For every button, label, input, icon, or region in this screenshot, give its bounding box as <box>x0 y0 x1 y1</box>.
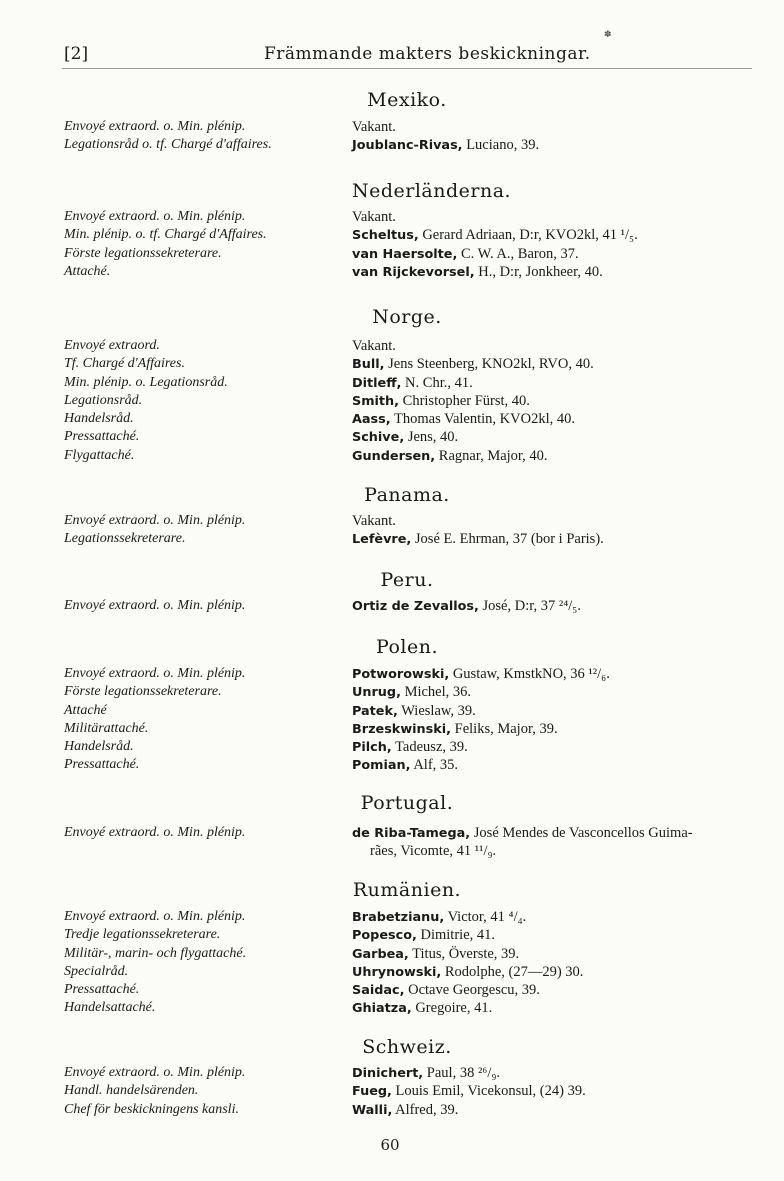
person-entry <box>352 842 770 861</box>
role-title: Pressattaché. <box>64 429 140 445</box>
surname: Saidac, <box>352 983 405 999</box>
entry-list <box>64 824 764 861</box>
person-details: Alf, 35. <box>410 757 459 774</box>
page-reference: [2] <box>64 44 89 64</box>
role-title: Tredje legationssekreterare. <box>64 927 221 943</box>
role-title: Min. plénip. o. Legationsråd. <box>64 374 228 390</box>
entry-row <box>64 530 764 548</box>
person-entry <box>352 118 752 137</box>
person-details: Vakant. <box>352 338 396 354</box>
surname: Pomian, <box>352 758 411 774</box>
person-details: Luciano, 39. <box>462 137 540 154</box>
person-entry <box>352 720 752 739</box>
entry-row <box>64 512 764 530</box>
person-details: Gerard Adriaan, D:r, KVO2kl, 41 ¹/₅. <box>418 227 638 244</box>
person-entry <box>352 824 752 843</box>
entry-row <box>64 1101 764 1119</box>
person-entry <box>352 245 752 264</box>
role-title: Specialråd. <box>64 963 129 979</box>
running-title: Främmande makters beskickningar. <box>264 44 591 64</box>
person-details: José, D:r, 37 ²⁴/₅. <box>478 598 581 614</box>
person-details: Tadeusz, 39. <box>391 739 468 756</box>
entry-row <box>64 999 764 1017</box>
entry-list <box>64 337 764 465</box>
surname: Lefèvre, <box>352 532 412 548</box>
person-details: Ragnar, Major, 40. <box>435 447 548 464</box>
role-title: Pressattaché. <box>64 982 140 998</box>
person-entry <box>352 665 752 684</box>
entry-row <box>64 720 764 738</box>
entry-row <box>64 945 764 963</box>
entry-row <box>64 263 764 281</box>
role-title: Min. plénip. o. tf. Chargé d'Affaires. <box>64 227 267 243</box>
surname: Pilch, <box>352 740 392 756</box>
surname: Garbea, <box>352 946 409 962</box>
entry-row <box>64 756 764 774</box>
entry-row <box>64 1064 764 1082</box>
person-details: Gustaw, KmstkNO, 36 ¹²/₆. <box>449 666 610 682</box>
surname: Fueg, <box>352 1084 392 1100</box>
person-details: Paul, 38 ²⁶/₉. <box>423 1065 501 1081</box>
country-heading: Nederländerna. <box>352 180 512 202</box>
person-entry <box>352 999 752 1018</box>
country-heading: Mexiko. <box>367 89 447 111</box>
surname: Brzeskwinski, <box>352 721 452 737</box>
role-title: Pressattaché. <box>64 757 140 773</box>
person-details: Jens, 40. <box>404 429 459 446</box>
entry-row <box>64 392 764 410</box>
surname: Walli, <box>352 1102 393 1118</box>
person-details: Victor, 41 ⁴/₄. <box>444 909 527 925</box>
person-entry <box>352 756 752 775</box>
role-title: Legationsråd. <box>64 392 143 408</box>
role-title: Attaché. <box>64 263 111 279</box>
entry-row <box>64 136 764 154</box>
person-entry <box>352 702 752 721</box>
person-entry <box>352 374 752 393</box>
entry-list <box>64 908 764 1018</box>
surname: Potworowski, <box>352 667 450 682</box>
person-details: Christopher Fürst, 40. <box>399 392 530 409</box>
surname: Schive, <box>352 430 405 446</box>
person-entry <box>352 1101 752 1120</box>
surname: van Haersolte, <box>352 246 458 262</box>
person-entry <box>352 926 752 945</box>
person-details: Dimitrie, 41. <box>416 927 496 944</box>
person-entry <box>352 597 752 616</box>
entry-list <box>64 665 764 775</box>
entry-row <box>64 410 764 428</box>
entry-row <box>64 908 764 926</box>
person-details: Titus, Överste, 39. <box>408 945 520 962</box>
surname: Patek, <box>352 703 398 719</box>
page-number: 60 <box>380 1136 400 1154</box>
surname: Dinichert, <box>352 1066 424 1081</box>
entry-list <box>64 118 764 155</box>
entry-row <box>64 842 764 860</box>
role-title: Envoyé extraord. o. Min. plénip. <box>64 825 246 840</box>
entry-row <box>64 428 764 446</box>
role-title: Förste legationssekreterare. <box>64 684 222 700</box>
country-heading: Polen. <box>375 636 439 658</box>
surname: Aass, <box>352 412 391 428</box>
header-divider <box>62 68 752 69</box>
role-title: Legationssekreterare. <box>64 531 186 547</box>
surname: Ghiatza, <box>352 1001 412 1017</box>
person-entry <box>352 410 752 429</box>
person-details: N. Chr., 41. <box>401 374 473 391</box>
entry-list <box>64 597 764 615</box>
person-details: Alfred, 39. <box>392 1101 459 1118</box>
entry-row <box>64 926 764 944</box>
role-title: Tf. Chargé d'Affaires. <box>64 356 185 372</box>
country-heading: Schweiz. <box>362 1036 452 1058</box>
surname: Ortiz de Zevallos, <box>352 599 479 614</box>
surname: Ditleff, <box>352 375 402 391</box>
person-details: Feliks, Major, 39. <box>451 720 558 737</box>
entry-row <box>64 208 764 226</box>
role-title: Flygattaché. <box>64 447 135 463</box>
person-details: C. W. A., Baron, 37. <box>457 245 579 262</box>
surname: Scheltus, <box>352 228 419 244</box>
role-title: Handelsråd. <box>64 739 134 755</box>
person-details: Vakant. <box>352 513 396 529</box>
person-entry <box>352 908 752 927</box>
person-details: Louis Emil, Vicekonsul, (24) 39. <box>391 1083 586 1100</box>
role-title: Envoyé extraord. o. Min. plénip. <box>64 598 246 613</box>
entry-list <box>64 1064 764 1119</box>
person-entry <box>352 392 752 411</box>
role-title: Envoyé extraord. o. Min. plénip. <box>64 119 246 134</box>
surname: Smith, <box>352 393 400 409</box>
role-title: Envoyé extraord. o. Min. plénip. <box>64 666 246 681</box>
role-title: Envoyé extraord. o. Min. plénip. <box>64 909 246 924</box>
entry-list <box>64 512 764 549</box>
entry-row <box>64 824 764 842</box>
entry-row <box>64 374 764 392</box>
role-title: Attaché <box>64 702 107 718</box>
country-heading: Norge. <box>372 306 442 328</box>
person-entry <box>352 136 752 155</box>
person-entry <box>352 738 752 757</box>
page-header <box>64 44 748 66</box>
entry-row <box>64 981 764 999</box>
role-title: Handelsattaché. <box>64 1000 156 1016</box>
role-title: Militärattaché. <box>64 720 149 736</box>
entry-row <box>64 963 764 981</box>
entry-row <box>64 447 764 465</box>
person-details: Thomas Valentin, KVO2kl, 40. <box>390 411 575 428</box>
entry-row <box>64 245 764 263</box>
role-title: Envoyé extraord. o. Min. plénip. <box>64 209 246 224</box>
person-entry <box>352 355 752 374</box>
surname: van Rijckevorsel, <box>352 264 475 280</box>
role-title: Envoyé extraord. <box>64 338 160 353</box>
country-heading: Peru. <box>380 569 434 591</box>
person-entry <box>352 1082 752 1101</box>
entry-row <box>64 1082 764 1100</box>
role-title: Handl. handelsärenden. <box>64 1083 199 1099</box>
person-details: Rodolphe, (27—29) 30. <box>441 963 584 980</box>
entry-row <box>64 597 764 615</box>
person-details: Jens Steenberg, KNO2kl, RVO, 40. <box>384 356 594 373</box>
person-entry <box>352 447 752 466</box>
person-details: Wieslaw, 39. <box>397 702 476 719</box>
surname: Uhrynowski, <box>352 964 442 980</box>
person-entry <box>352 428 752 447</box>
person-details: Octave Georgescu, 39. <box>404 982 540 999</box>
role-title: Förste legationssekreterare. <box>64 245 222 261</box>
country-heading: Rumänien. <box>352 879 462 901</box>
surname: Joublanc-Rivas, <box>352 138 463 154</box>
person-entry <box>352 530 752 549</box>
entry-row <box>64 355 764 373</box>
role-title: Envoyé extraord. o. Min. plénip. <box>64 513 246 528</box>
surname: Gundersen, <box>352 448 436 464</box>
person-entry <box>352 683 752 702</box>
surname: Brabetzianu, <box>352 910 445 925</box>
entry-row <box>64 683 764 701</box>
surname: Popesco, <box>352 928 417 944</box>
entry-list <box>64 208 764 281</box>
entry-row <box>64 226 764 244</box>
person-details: José E. Ehrman, 37 (bor i Paris). <box>411 531 604 548</box>
person-entry <box>352 512 752 531</box>
person-entry <box>352 1064 752 1083</box>
country-heading: Portugal. <box>360 792 454 814</box>
entry-row <box>64 702 764 720</box>
person-details: Vakant. <box>352 209 396 225</box>
person-entry <box>352 981 752 1000</box>
person-details: Vakant. <box>352 119 396 135</box>
role-title: Militär-, marin- och flygattaché. <box>64 945 247 961</box>
person-details: H., D:r, Jonkheer, 40. <box>474 263 603 280</box>
person-entry <box>352 337 752 356</box>
person-entry <box>352 208 752 227</box>
surname: Unrug, <box>352 685 401 701</box>
person-entry <box>352 945 752 964</box>
person-details: Gregoire, 41. <box>411 1000 493 1017</box>
person-entry <box>352 263 752 282</box>
role-title: Envoyé extraord. o. Min. plénip. <box>64 1065 246 1080</box>
person-details: rães, Vicomte, 41 ¹¹/₉. <box>370 843 497 860</box>
role-title: Handelsråd. <box>64 411 134 427</box>
country-heading: Panama. <box>364 484 450 506</box>
entry-row <box>64 738 764 756</box>
surname: Bull, <box>352 357 385 373</box>
surname: de Riba-Tamega, <box>352 826 471 841</box>
entry-row <box>64 118 764 136</box>
entry-row <box>64 665 764 683</box>
person-entry <box>352 226 752 245</box>
person-entry <box>352 963 752 982</box>
person-details: José Mendes de Vasconcellos Guima- <box>470 825 693 841</box>
role-title: Legationsråd o. tf. Chargé d'affaires. <box>64 137 272 153</box>
entry-row <box>64 337 764 355</box>
role-title: Chef för beskickningens kansli. <box>64 1101 239 1117</box>
print-speck-icon: ✽ <box>604 30 612 40</box>
person-details: Michel, 36. <box>400 684 472 701</box>
